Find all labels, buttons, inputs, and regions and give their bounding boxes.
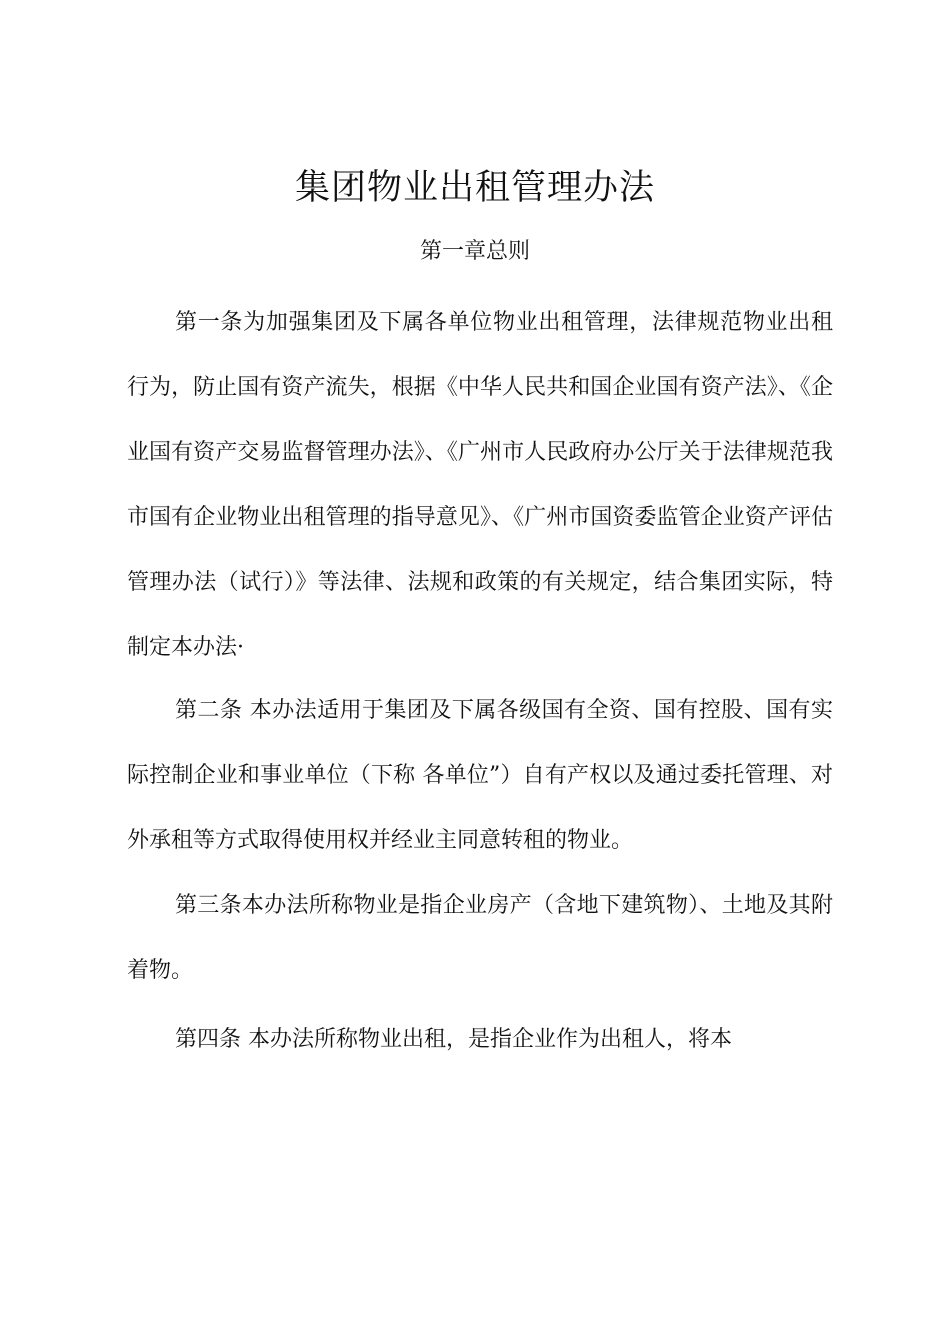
article-4: 第四条 本办法所称物业出租，是指企业作为出租人，将本: [175, 1027, 732, 1052]
article-1: 第一条为加强集团及下属各单位物业出租管理，法律规范物业出租行为，防止国有资产流失，根据《中华人民共和国企业国有资产法》、《企业国有资产交易监督管理办法》、《广州市人民政府办公厅关于法律规范我市国有企业物业出租管理的指导意见》、《广州市国资委监管企业资产评估管理办法（试行）》等法律、法规和政策的有关规定，结合集团实际，特制定本办法·: [127, 310, 833, 660]
article-4-block: [127, 1007, 833, 1072]
article-3-block: [127, 873, 833, 1003]
document-title: 集团物业出租管理办法: [294, 168, 655, 208]
article-1-block: [127, 290, 833, 680]
article-3: 第三条本办法所称物业是指企业房产（含地下建筑物）、土地及其附着物。: [127, 893, 833, 983]
article-2: 第二条 本办法适用于集团及下属各级国有全资、国有控股、国有实际控制企业和事业单位（下称 各单位”）自有产权以及通过委托管理、对外承租等方式取得使用权并经业主同意转租的物业。: [127, 698, 833, 853]
chapter-heading: 第一章总则: [419, 239, 530, 264]
article-2-block: [127, 678, 833, 873]
